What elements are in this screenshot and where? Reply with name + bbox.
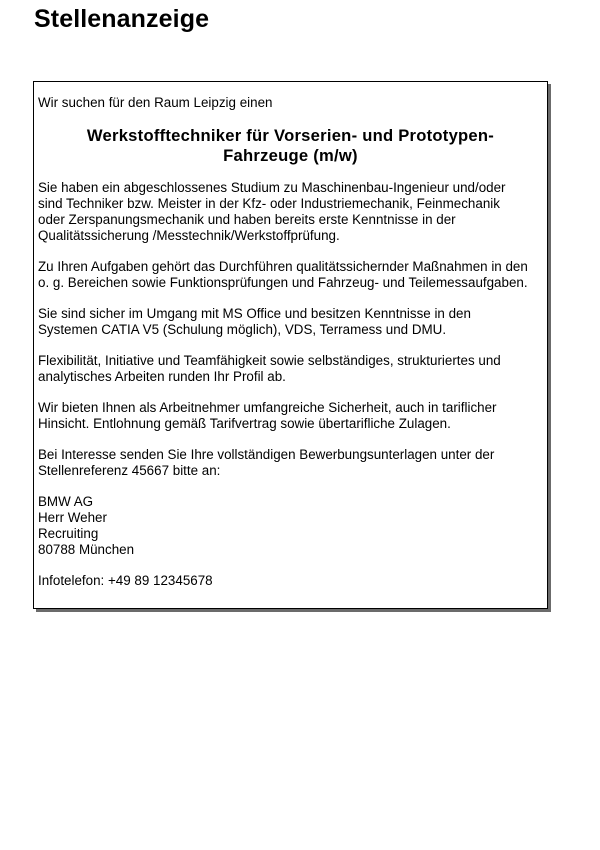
- job-ad-box: [33, 81, 548, 609]
- paragraph-offer: [38, 400, 543, 432]
- paragraph-profile: [38, 353, 543, 385]
- text-line: analytisches Arbeiten runden Ihr Profil ab.: [38, 369, 286, 384]
- paragraph-application: [38, 447, 543, 479]
- text-line: Bei Interesse senden Sie Ihre vollständigen Bewerbungsunterlagen unter der: [38, 447, 495, 462]
- text-line: oder Zerspanungsmechanik und haben bereits erste Kenntnisse in der: [38, 212, 456, 227]
- text-line: Hinsicht. Entlohnung gemäß Tarifvertrag sowie übertarifliche Zulagen.: [38, 416, 451, 431]
- text-line: Flexibilität, Initiative und Teamfähigkeit sowie selbständiges, strukturiertes und: [38, 353, 501, 368]
- job-title-line-1: Werkstofftechniker für Vorserien- und Prototypen-: [86, 126, 495, 145]
- text-line: sind Techniker bzw. Meister in der Kfz- oder Industriemechanik, Feinmechanik: [38, 196, 500, 211]
- paragraph-skills: [38, 306, 543, 338]
- paragraph-requirements: [38, 180, 543, 244]
- paragraph-tasks: [38, 259, 543, 291]
- contact-company: BMW AG: [38, 494, 94, 509]
- job-title: [38, 126, 543, 166]
- text-line: o. g. Bereichen sowie Funktionsprüfungen und Fahrzeug- und Teilemessaufgaben.: [38, 275, 528, 290]
- text-line: Zu Ihren Aufgaben gehört das Durchführen qualitätssichernder Maßnahmen in den: [38, 259, 528, 274]
- text-line: Sie sind sicher im Umgang mit MS Office und besitzen Kenntnisse in den: [38, 306, 471, 321]
- contact-city: 80788 München: [38, 542, 135, 557]
- info-phone: Infotelefon: +49 89 12345678: [38, 573, 213, 588]
- text-line: Sie haben ein abgeschlossenes Studium zu Maschinenbau-Ingenieur und/oder: [38, 180, 506, 195]
- text-line: Systemen CATIA V5 (Schulung möglich), VDS, Terramess und DMU.: [38, 322, 447, 337]
- ad-intro: Wir suchen für den Raum Leipzig einen: [38, 95, 273, 110]
- job-title-line-2: Fahrzeuge (m/w): [223, 146, 358, 165]
- contact-address: [38, 494, 543, 558]
- text-line: Wir bieten Ihnen als Arbeitnehmer umfangreiche Sicherheit, auch in tariflicher: [38, 400, 497, 415]
- contact-department: Recruiting: [38, 526, 99, 541]
- page-title: Stellenanzeige: [34, 5, 210, 33]
- text-line: Qualitätssicherung /Messtechnik/Werkstoffprüfung.: [38, 228, 340, 243]
- contact-person: Herr Weher: [38, 510, 107, 525]
- text-line: Stellenreferenz 45667 bitte an:: [38, 463, 221, 478]
